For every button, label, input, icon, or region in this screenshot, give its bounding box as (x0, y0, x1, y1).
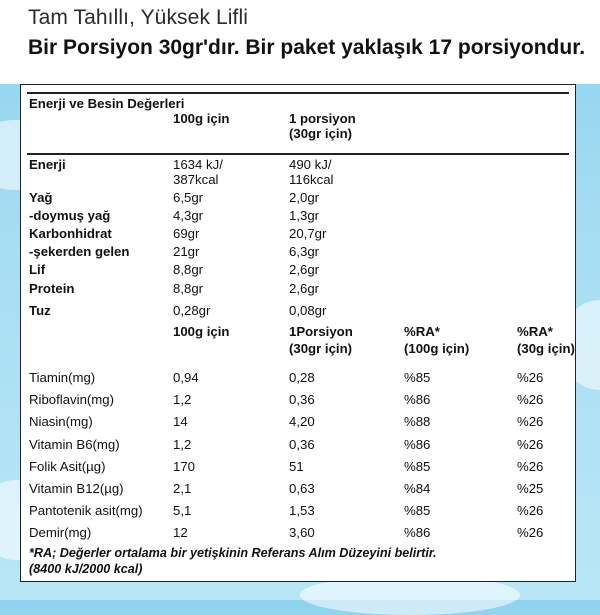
vitamin-ra-100g: %85 (404, 370, 431, 385)
nutrient-value-100g: 6,5gr (173, 190, 204, 205)
nutrient-name: Lif (29, 262, 46, 277)
nutrient-value-100g: 8,8gr (173, 262, 204, 277)
vitamin-name: Niasin(mg) (29, 414, 93, 429)
column-header-100g: 100g için (173, 324, 230, 339)
vitamin-ra-30g: %26 (517, 525, 544, 540)
vitamin-value-portion: 0,36 (289, 437, 315, 452)
vitamin-name: Tiamin(mg) (29, 370, 96, 385)
vitamin-ra-30g: %26 (517, 414, 544, 429)
nutrient-value-100g: 1634 kJ/ (173, 157, 223, 172)
vitamin-value-portion: 3,60 (289, 525, 315, 540)
vitamin-value-100g: 1,2 (173, 392, 192, 407)
vitamin-value-100g: 5,1 (173, 503, 192, 518)
nutrient-value-100g: 4,3gr (173, 208, 204, 223)
vitamin-name: Pantotenik asit(mg) (29, 503, 143, 518)
vitamin-ra-30g: %26 (517, 459, 544, 474)
product-subtitle: Tam Tahıllı, Yüksek Lifli (28, 6, 248, 29)
nutrient-name: -doymuş yağ (29, 208, 111, 223)
vitamin-ra-100g: %85 (404, 503, 431, 518)
nutrient-value-portion: 1,3gr (289, 208, 320, 223)
nutrient-name: -şekerden gelen (29, 244, 130, 259)
nutrient-value-100g: 8,8gr (173, 281, 204, 296)
nutrient-value-portion: 2,6gr (289, 262, 320, 277)
vitamin-ra-100g: %88 (404, 414, 431, 429)
vitamin-ra-30g: %26 (517, 437, 544, 452)
column-header-portion: 1 porsiyon (289, 111, 356, 126)
nutrient-value-100g: 21gr (173, 244, 200, 259)
vitamin-name: Demir(mg) (29, 525, 92, 540)
vitamin-ra-30g: %26 (517, 392, 544, 407)
nutrient-name: Protein (29, 281, 75, 296)
nutrition-panel (20, 84, 576, 582)
column-header-100g: 100g için (173, 111, 230, 126)
vitamin-value-100g: 170 (173, 459, 196, 474)
vitamin-name: Vitamin B12(µg) (29, 481, 124, 496)
column-header-ra-100g: %RA* (404, 324, 440, 339)
nutrient-value-portion: 6,3gr (289, 244, 320, 259)
nutrient-value-portion: 20,7gr (289, 226, 327, 241)
footnote: *RA; Değerler ortalama bir yetişkinin Referans Alım Düzeyini belirtir. (29, 546, 437, 560)
column-header-portion-sub: (30gr için) (289, 126, 353, 141)
column-header-ra-30g: %RA* (517, 324, 553, 339)
vitamin-ra-30g: %26 (517, 370, 544, 385)
vitamin-ra-100g: %85 (404, 459, 431, 474)
vitamin-value-100g: 2,1 (173, 481, 192, 496)
vitamin-value-portion: 4,20 (289, 414, 315, 429)
column-header-portion-sub: (30gr için) (289, 341, 353, 356)
nutrient-value-portion: 2,0gr (289, 190, 320, 205)
nutrient-value-100g: 0,28gr (173, 303, 211, 318)
column-header-ra-30g-sub: (30g için) (517, 341, 575, 356)
vitamin-name: Vitamin B6(mg) (29, 437, 120, 452)
nutrient-name: Karbonhidrat (29, 226, 112, 241)
vitamin-name: Folik Asit(µg) (29, 459, 106, 474)
vitamin-value-100g: 12 (173, 525, 188, 540)
vitamin-value-portion: 51 (289, 459, 304, 474)
nutrient-value-portion: 490 kJ/ (289, 157, 332, 172)
nutrient-value-portion: 2,6gr (289, 281, 320, 296)
nutrient-value-portion: 116kcal (289, 172, 334, 187)
vitamin-value-portion: 1,53 (289, 503, 315, 518)
footnote-energy: (8400 kJ/2000 kcal) (29, 562, 143, 576)
vitamin-ra-100g: %86 (404, 525, 431, 540)
divider (27, 153, 569, 155)
vitamin-ra-30g: %25 (517, 481, 544, 496)
nutrient-name: Enerji (29, 157, 66, 172)
vitamin-value-portion: 0,28 (289, 370, 315, 385)
nutrient-value-100g: 69gr (173, 226, 200, 241)
vitamin-ra-100g: %84 (404, 481, 431, 496)
vitamin-ra-100g: %86 (404, 392, 431, 407)
vitamin-value-100g: 0,94 (173, 370, 199, 385)
vitamin-value-100g: 14 (173, 414, 188, 429)
vitamin-value-100g: 1,2 (173, 437, 192, 452)
vitamin-ra-100g: %86 (404, 437, 431, 452)
nutrient-name: Yağ (29, 190, 53, 205)
portion-headline: Bir Porsiyon 30gr'dır. Bir paket yaklaşık 17 porsiyondur. (28, 36, 586, 59)
vitamin-name: Riboflavin(mg) (29, 392, 115, 407)
divider (27, 92, 569, 94)
table-title: Enerji ve Besin Değerleri (29, 96, 185, 111)
nutrient-value-portion: 0,08gr (289, 303, 327, 318)
vitamin-ra-30g: %26 (517, 503, 544, 518)
column-header-portion: 1Porsiyon (289, 324, 353, 339)
nutrient-name: Tuz (29, 303, 51, 318)
vitamin-value-portion: 0,36 (289, 392, 315, 407)
column-header-ra-100g-sub: (100g için) (404, 341, 470, 356)
vitamin-value-portion: 0,63 (289, 481, 315, 496)
nutrient-value-100g: 387kcal (173, 172, 219, 187)
